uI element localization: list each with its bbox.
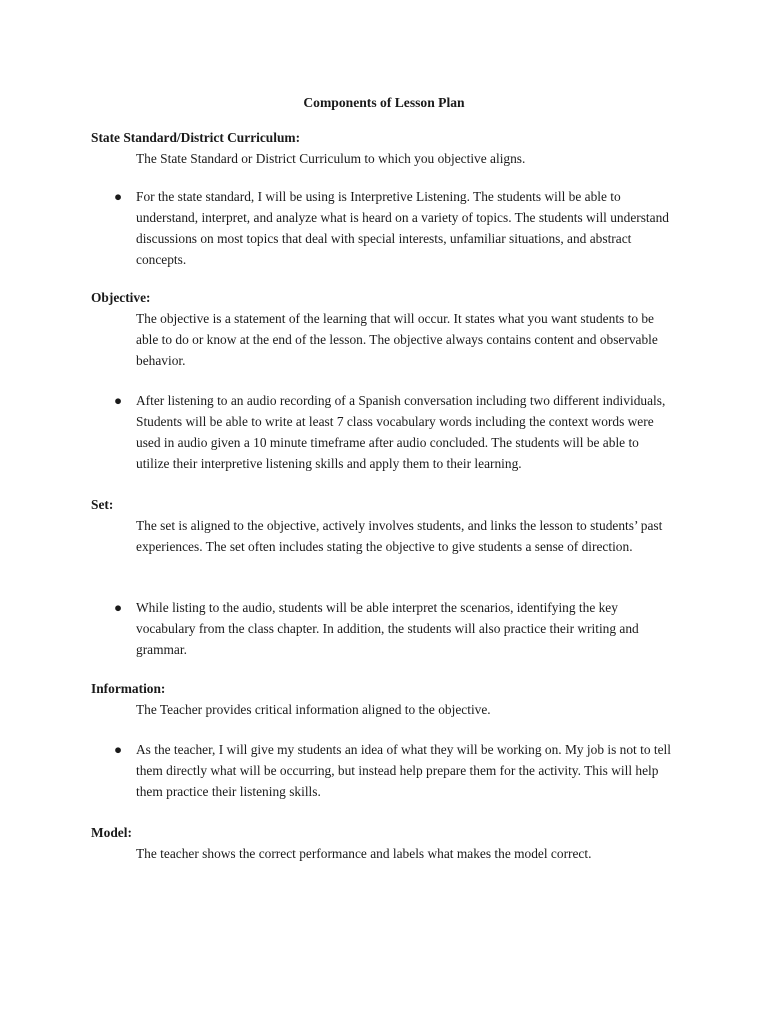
section-objective [91,288,691,372]
bullet-text: For the state standard, I will be using is Interpretive Listening. The students will be able to understand, interpret, and analyze what is heard on a variety of topics. The students will understand discussions on most topics that deal with special interests, unfamiliar situations, and abstract concepts. [136,189,669,267]
bullet-item-set [112,598,672,661]
section-description: The set is aligned to the objective, actively involves students, and links the lesson to students’ past experiences. The set often includes stating the objective to give students a sense of direction. [136,517,663,554]
bullet-item-objective [112,391,672,475]
section-description: The teacher shows the correct performance and labels what makes the model correct. [136,845,592,861]
bullet-icon: ● [113,393,123,408]
section-heading: Information: [91,681,166,696]
bullet-icon: ● [113,600,123,615]
section-heading: Set: [91,497,114,512]
section-state-standard [91,128,691,170]
section-heading: State Standard/District Curriculum: [91,130,301,145]
section-heading: Objective: [91,290,151,305]
section-description: The Teacher provides critical information aligned to the objective. [136,701,491,717]
section-model [91,823,691,865]
bullet-text: As the teacher, I will give my students an idea of what they will be working on. My job is not to tell them directly what will be occurring, but instead help prepare them for the activity. This will help them practice their listening skills. [136,742,671,799]
section-information [91,679,691,721]
bullet-item-information [112,740,672,803]
bullet-text: While listing to the audio, students will be able interpret the scenarios, identifying the key vocabulary from the class chapter. In addition, the students will also practice their writing and grammar. [136,600,639,657]
bullet-icon: ● [113,189,123,204]
section-description: The State Standard or District Curriculum to which you objective aligns. [136,150,526,166]
bullet-text: After listening to an audio recording of a Spanish conversation including two different individuals, Students will be able to write at least 7 class vocabulary words including the context words were used in audio given a 10 minute timeframe after audio concluded. The students will be able to utilize their interpretive listening skills and apply them to their learning. [136,393,666,471]
section-set [91,495,691,558]
page-title: Components of Lesson Plan [303,95,465,110]
bullet-item-state-standard [112,187,672,271]
section-description: The objective is a statement of the learning that will occur. It states what you want students to be able to do or know at the end of the lesson. The objective always contains content and observable behavior. [136,310,658,368]
bullet-icon: ● [113,742,123,757]
section-heading: Model: [91,825,132,840]
